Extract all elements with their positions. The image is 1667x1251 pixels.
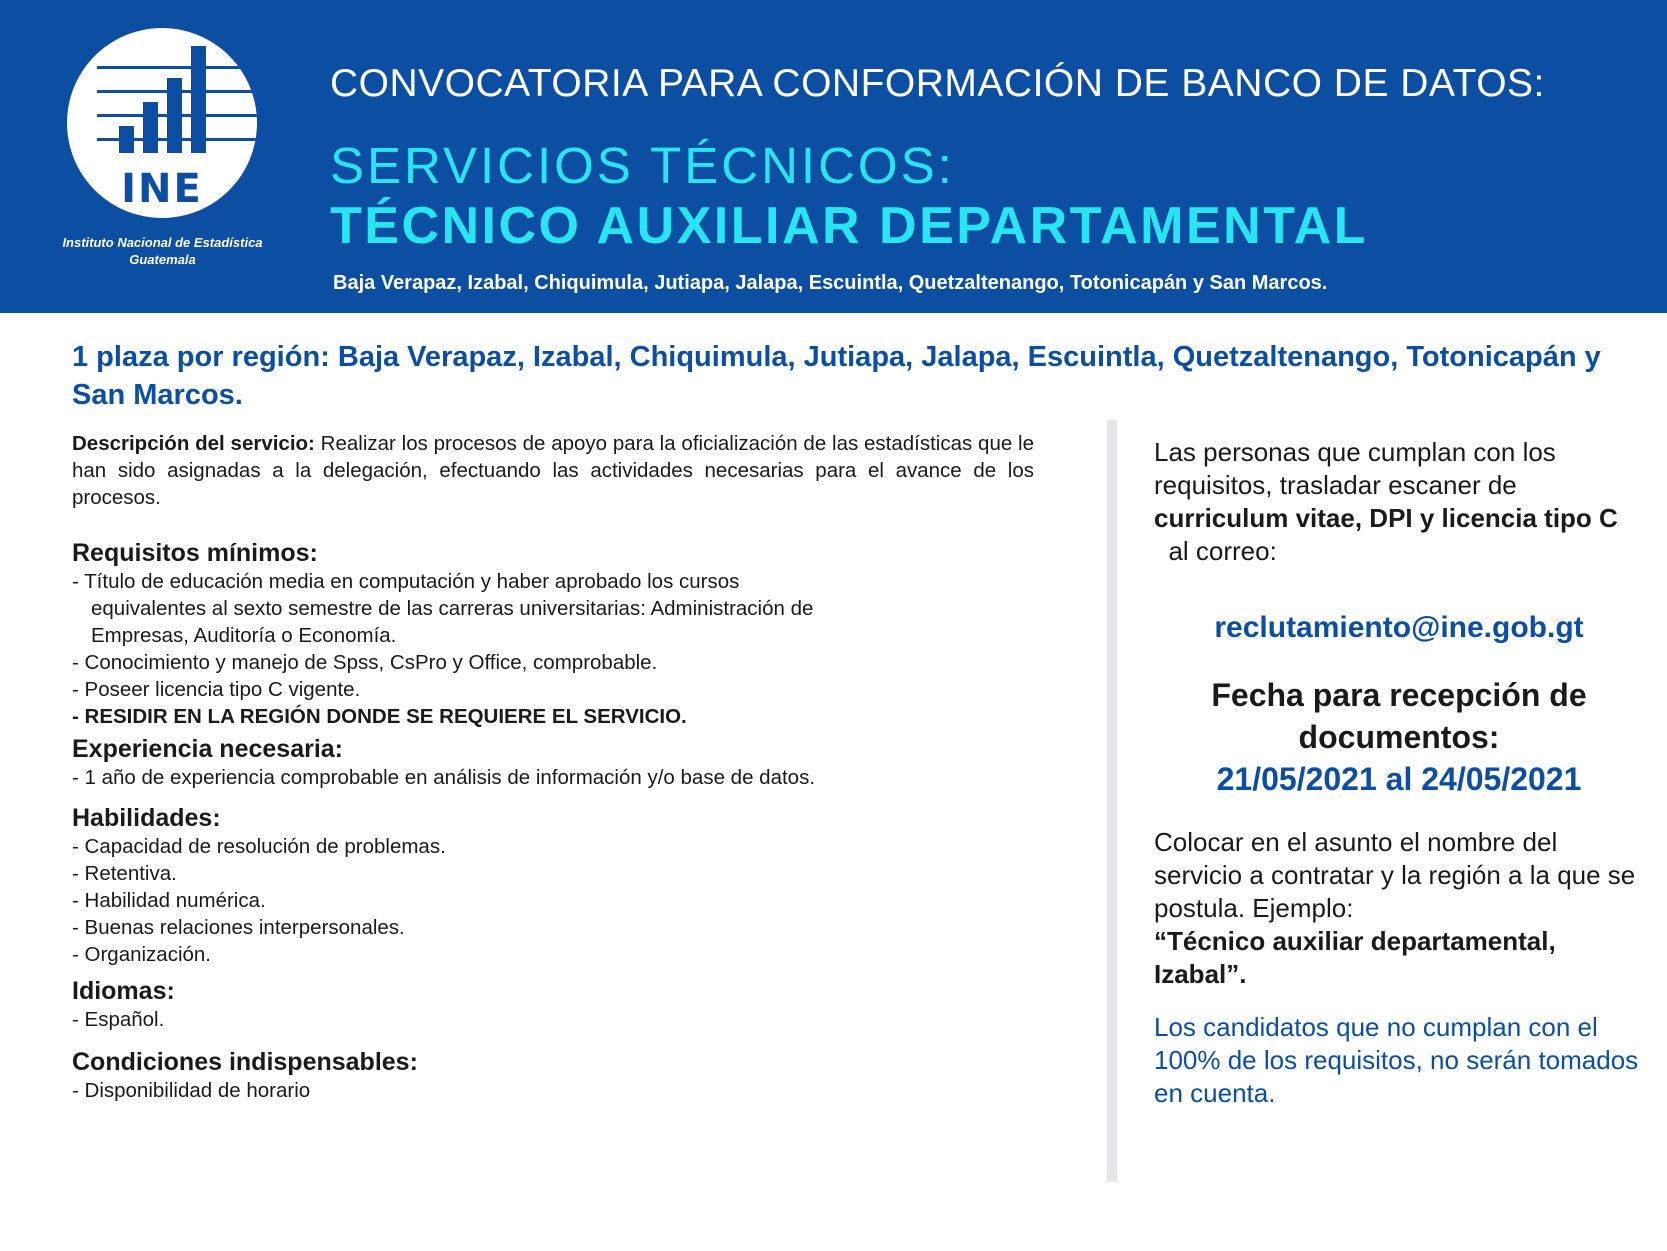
- contact-email-link[interactable]: reclutamiento@ine.gob.gt: [1214, 611, 1584, 644]
- requisito-item-continuation: equivalentes al sexto semestre de las carreras universitarias: Administración de: [91, 597, 814, 620]
- logo-acronym: INE: [121, 166, 203, 212]
- instructions-intro: Las personas que cumplan con los requisitos, trasladar escaner de: [1154, 437, 1556, 500]
- fecha-title: Fecha para recepción de documentos:: [1211, 677, 1587, 755]
- logo-caption-line2: Guatemala: [129, 252, 196, 267]
- requisito-item: - Título de educación media en computación y haber aprobado los cursos: [72, 570, 740, 593]
- convocatoria-title: CONVOCATORIA PARA CONFORMACIÓN DE BANCO DE DATOS:: [330, 62, 1545, 105]
- habilidad-item: - Organización.: [72, 943, 212, 966]
- description-text: Realizar los procesos de apoyo para la oficialización de las estadísticas que le han sido asignadas a la delegación, efectuando las actividades necesarias para el avance de los procesos.: [72, 432, 1034, 509]
- requisitos-title: Requisitos mínimos:: [72, 539, 318, 567]
- candidates-note: Los candidatos que no cumplan con el 100% de los requisitos, no serán tomados en cuenta.: [1154, 1012, 1639, 1108]
- logo-caption: [55, 234, 270, 268]
- logo-caption-line1: Instituto Nacional de Estadística: [62, 235, 263, 250]
- condicion-item: - Disponibilidad de horario: [72, 1079, 311, 1102]
- header-banner: [0, 0, 1667, 313]
- left-column: [72, 430, 1034, 1104]
- habilidades-title: Habilidades:: [72, 804, 221, 832]
- asunto-example: “Técnico auxiliar departamental, Izabal”.: [1154, 926, 1556, 989]
- header-regions: Baja Verapaz, Izabal, Chiquimula, Jutiapa, Jalapa, Escuintla, Quetzaltenango, Totonicapán y San Marcos.: [333, 272, 1328, 294]
- idioma-item: - Español.: [72, 1008, 165, 1031]
- requisito-item: - Poseer licencia tipo C vigente.: [72, 678, 361, 701]
- description-label: Descripción del servicio:: [72, 432, 315, 455]
- requisito-item: - Conocimiento y manejo de Spss, CsPro y Office, comprobable.: [72, 651, 658, 674]
- asunto-instructions: Colocar en el asunto el nombre del servicio a contratar y la región a la que se postula. Ejemplo:: [1154, 827, 1636, 923]
- experiencia-title: Experiencia necesaria:: [72, 735, 343, 763]
- condiciones-title: Condiciones indispensables:: [72, 1048, 418, 1076]
- instructions-al-correo: al correo:: [1154, 536, 1277, 566]
- experiencia-item: - 1 año de experiencia comprobable en análisis de información y/o base de datos.: [72, 766, 816, 789]
- plazas-heading: 1 plaza por región: Baja Verapaz, Izabal, Chiquimula, Jutiapa, Jalapa, Escuintla, Quetzaltenango, Totonicapán y San Marcos.: [72, 341, 1601, 411]
- idiomas-title: Idiomas:: [72, 977, 175, 1005]
- fecha-range: 21/05/2021 al 24/05/2021: [1216, 761, 1582, 797]
- instructions-text: [1154, 436, 1644, 568]
- puesto-title: TÉCNICO AUXILIAR DEPARTAMENTAL: [330, 197, 1368, 255]
- habilidad-item: - Buenas relaciones interpersonales.: [72, 916, 405, 939]
- logo-circle: [67, 28, 257, 218]
- column-divider: [1107, 420, 1117, 1182]
- habilidad-item: - Habilidad numérica.: [72, 889, 266, 912]
- servicios-title: SERVICIOS TÉCNICOS:: [330, 137, 955, 194]
- service-description: [72, 430, 1034, 511]
- requisito-item-residir: - RESIDIR EN LA REGIÓN DONDE SE REQUIERE EL SERVICIO.: [72, 705, 687, 728]
- instructions-docs: curriculum vitae, DPI y licencia tipo C: [1154, 503, 1618, 533]
- habilidad-item: - Retentiva.: [72, 862, 177, 885]
- habilidad-item: - Capacidad de resolución de problemas.: [72, 835, 446, 858]
- requisito-item-continuation: Empresas, Auditoría o Economía.: [91, 624, 397, 647]
- right-column: [1154, 436, 1644, 1110]
